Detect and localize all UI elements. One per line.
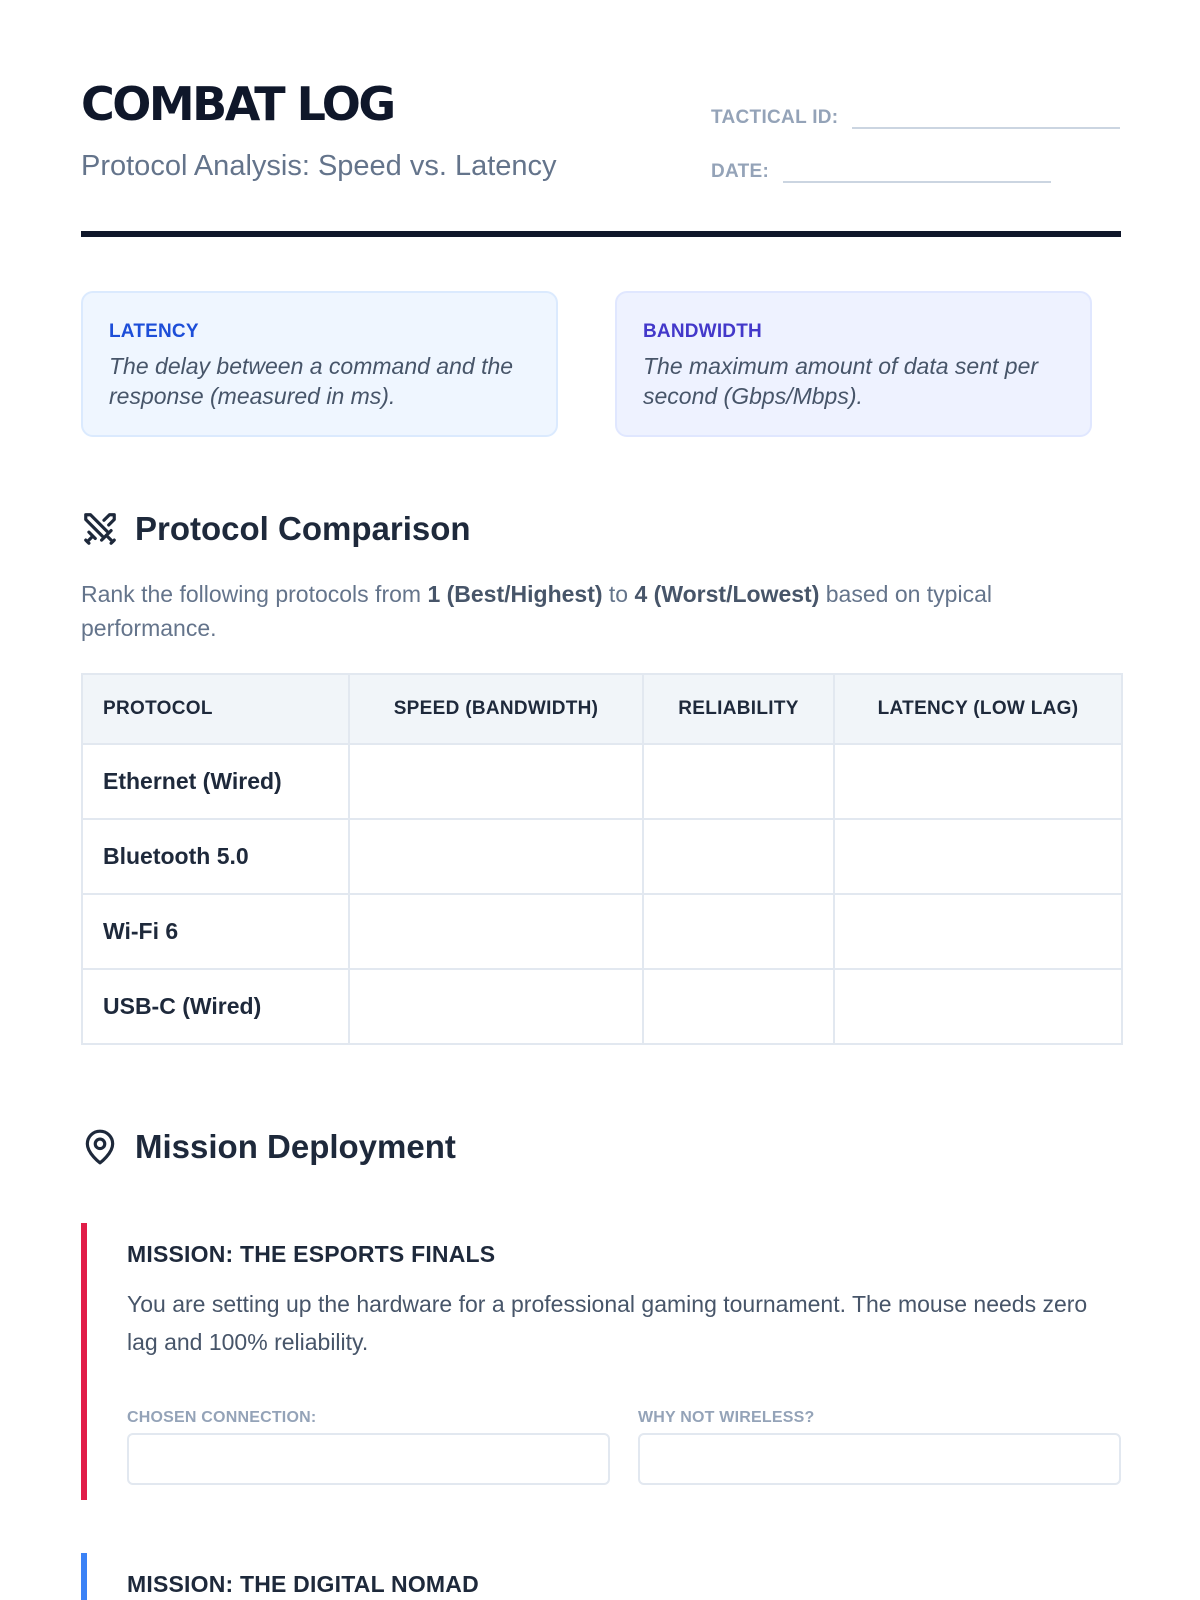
column-header-speed: SPEED (BANDWIDTH) (349, 674, 643, 744)
protocol-comparison-title: Protocol Comparison (135, 510, 471, 547)
latency-rank-cell[interactable] (834, 819, 1122, 894)
table-row (82, 744, 1122, 819)
protocol-name: Ethernet (Wired) (82, 744, 349, 819)
mission-deployment-heading (81, 1128, 456, 1166)
tactical-id-field[interactable] (852, 103, 1120, 129)
protocol-name: Bluetooth 5.0 (82, 819, 349, 894)
page-title: COMBAT LOG (81, 77, 394, 131)
table-row (82, 969, 1122, 1044)
table-row (82, 894, 1122, 969)
date-label: DATE: (711, 161, 770, 182)
instructions-suffix: based on typical performance. (81, 581, 992, 641)
latency-label: LATENCY (109, 321, 199, 342)
latency-rank-cell[interactable] (834, 969, 1122, 1044)
speed-rank-cell[interactable] (349, 969, 643, 1044)
table-header-row (82, 674, 1122, 744)
reliability-rank-cell[interactable] (643, 819, 834, 894)
speed-rank-cell[interactable] (349, 744, 643, 819)
latency-definition: The delay between a command and the response (measured in ms). (109, 353, 514, 409)
reliability-rank-cell[interactable] (643, 744, 834, 819)
why-not-wireless-label: WHY NOT WIRELESS? (638, 1409, 815, 1426)
mission-accent-bar (81, 1223, 87, 1500)
crossed-swords-icon (81, 510, 119, 548)
column-header-protocol: PROTOCOL (82, 674, 349, 744)
mission-deployment-title: Mission Deployment (135, 1128, 456, 1165)
instructions-prefix: Rank the following protocols from (81, 581, 428, 607)
latency-rank-cell[interactable] (834, 894, 1122, 969)
column-header-latency: LATENCY (LOW LAG) (834, 674, 1122, 744)
protocol-comparison-heading (81, 510, 471, 548)
mission-title: MISSION: THE DIGITAL NOMAD (127, 1571, 479, 1597)
mission-accent-bar (81, 1553, 87, 1600)
protocol-name: Wi-Fi 6 (82, 894, 349, 969)
tactical-id-row (711, 103, 1120, 129)
column-header-reliability: RELIABILITY (643, 674, 834, 744)
mission-title: MISSION: THE ESPORTS FINALS (127, 1241, 496, 1267)
speed-rank-cell[interactable] (349, 819, 643, 894)
tactical-id-label: TACTICAL ID: (711, 107, 839, 128)
speed-rank-cell[interactable] (349, 894, 643, 969)
why-not-wireless-input[interactable] (638, 1433, 1121, 1485)
chosen-connection-input[interactable] (127, 1433, 610, 1485)
date-field[interactable] (783, 157, 1051, 183)
bandwidth-label: BANDWIDTH (643, 321, 762, 342)
reliability-rank-cell[interactable] (643, 969, 834, 1044)
latency-rank-cell[interactable] (834, 744, 1122, 819)
mission-description: You are setting up the hardware for a professional gaming tournament. The mouse needs zero lag and 100% reliability. (127, 1291, 1088, 1355)
chosen-connection-label: CHOSEN CONNECTION: (127, 1409, 317, 1426)
page-subtitle: Protocol Analysis: Speed vs. Latency (81, 150, 557, 182)
bandwidth-definition: The maximum amount of data sent per second (Gbps/Mbps). (643, 353, 1039, 409)
map-pin-icon (81, 1128, 119, 1166)
mission-card-esports (81, 1223, 1121, 1500)
protocol-table (81, 673, 1123, 1045)
date-row (711, 157, 1051, 183)
instructions-best: 1 (Best/Highest) (427, 581, 603, 607)
mission-card-digital-nomad (81, 1553, 1121, 1600)
ranking-instructions (81, 577, 1121, 645)
protocol-name: USB-C (Wired) (82, 969, 349, 1044)
reliability-rank-cell[interactable] (643, 894, 834, 969)
table-row (82, 819, 1122, 894)
latency-definition-card (81, 291, 558, 437)
bandwidth-definition-card (615, 291, 1092, 437)
header-divider (81, 231, 1121, 237)
instructions-worst: 4 (Worst/Lowest) (634, 581, 820, 607)
instructions-middle: to (602, 581, 635, 607)
